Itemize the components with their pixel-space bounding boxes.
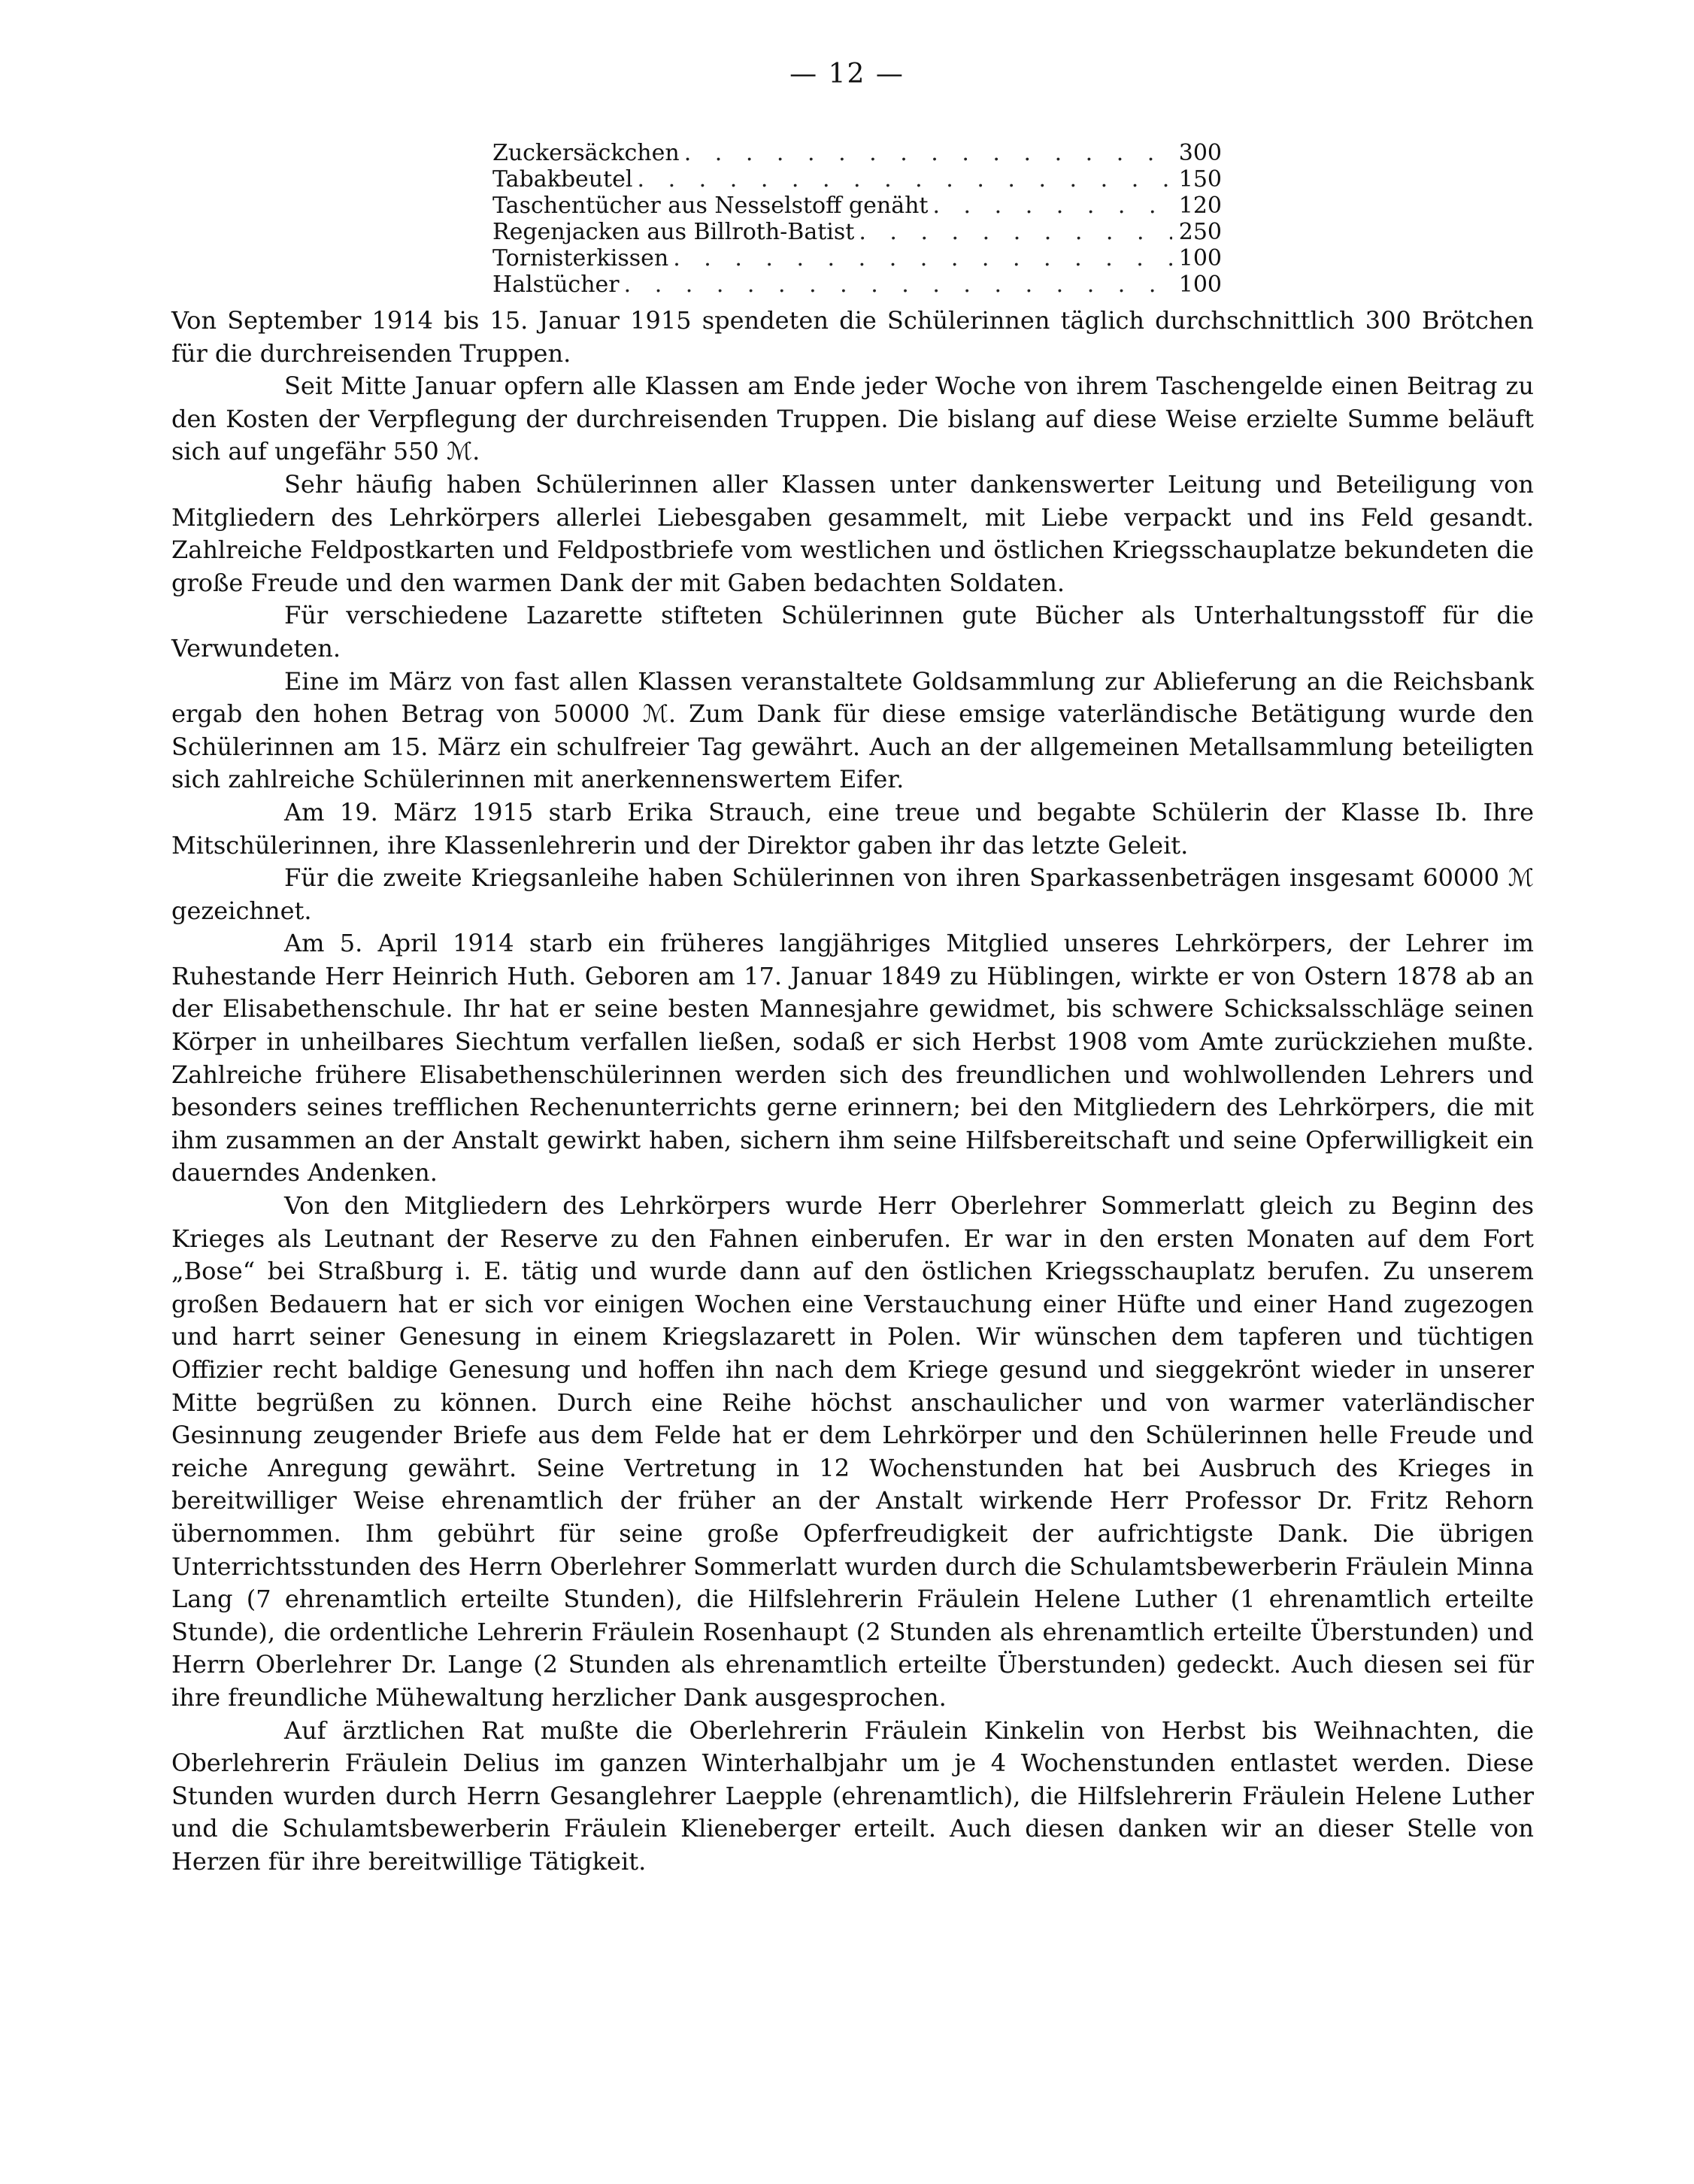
list-item-quantity: 100 [1178, 271, 1222, 298]
list-item-label: Taschentücher aus Nesselstoff genäht [492, 193, 929, 219]
paragraph-brotchen: Von September 1914 bis 15. Januar 1915 spendeten die Schülerinnen täglich durchschnittlich 300 Brötchen für die durchreisenden Truppen. [171, 306, 1534, 368]
list-item-quantity: 150 [1178, 166, 1222, 193]
list-item [492, 140, 1222, 166]
list-item [492, 245, 1222, 271]
paragraph-liebesgaben: Sehr häufig haben Schülerinnen aller Klassen unter dankenswerter Leitung und Beteiligung von Mitgliedern des Lehrkörpers allerlei Liebesgaben gesammelt, mit Liebe verpackt und ins Feld gesandt. Zahlreiche Feldpostkarten und Feldpostbriefe vom westlichen und östlichen Kriegsschauplatze bekundeten die große Freude und den warmen Dank der mit Gaben bedachten Soldaten. [171, 469, 1534, 597]
page-number: — 12 — [789, 59, 905, 89]
body-text [171, 305, 1534, 1879]
paragraph-sommerlatt: Von den Mitgliedern des Lehrkörpers wurde Herr Oberlehrer Sommerlatt gleich zu Beginn des Krieges als Leutnant der Reserve zu den Fahnen einberufen. Er war in den ersten Monaten auf dem Fort „Bose“ bei Straßburg i. E. tätig und wurde dann auf den östlichen Kriegsschauplatz berufen. Zu unserem großen Bedauern hat er sich vor einigen Wochen eine Verstauchung einer Hüfte und einer Hand zugezogen und harrt seiner Genesung in einem Kriegslazarett in Polen. Wir wünschen dem tapferen und tüchtigen Offizier recht baldige Genesung und hoffen ihn nach dem Kriege gesund und sieggekrönt wieder in unserer Mitte begrüßen zu können. Durch eine Reihe höchst anschaulicher und von warmer vaterländischer Gesinnung zeugender Briefe aus dem Felde hat er dem Lehrkörper und den Schülerinnen helle Freude und reiche Anregung gewährt. Seine Vertretung in 12 Wochenstunden hat bei Ausbruch des Krieges in bereitwilliger Weise ehrenamtlich der früher an der Anstalt wirkende Herr Professor Dr. Fritz Rehorn übernommen. Ihm gebührt für seine große Opferfreudigkeit der aufrichtigste Dank. Die übrigen Unterrichtsstunden des Herrn Oberlehrer Sommerlatt wurden durch die Schulamtsbewerberin Fräulein Minna Lang (7 ehrenamtlich erteilte Stunden), die Hilfslehrerin Fräulein Helene Luther (1 ehrenamtlich erteilte Stunde), die ordentliche Lehrerin Fräulein Rosenhaupt (2 Stunden als ehrenamtlich erteilte Überstunden) und Herrn Oberlehrer Dr. Lange (2 Stunden als ehrenamtlich erteilte Überstunden) gedeckt. Auch diesen sei für ihre freundliche Mühewaltung herzlicher Dank ausgesprochen. [171, 1191, 1534, 1712]
leader-dots [673, 245, 1172, 271]
list-item-label: Tabakbeutel [492, 166, 633, 193]
list-item-quantity: 100 [1178, 245, 1222, 271]
list-item-label: Tornisterkissen [492, 245, 669, 271]
list-item-label: Regenjacken aus Billroth-Batist [492, 219, 855, 245]
list-item [492, 166, 1222, 193]
list-item [492, 193, 1222, 219]
list-item-quantity: 250 [1178, 219, 1222, 245]
leader-dots [624, 271, 1172, 298]
list-item [492, 271, 1222, 298]
list-item-label: Halstücher [492, 271, 620, 298]
paragraph-lazarette: Für verschiedene Lazarette stifteten Schülerinnen gute Bücher als Unterhaltungsstoff für die Verwundeten. [171, 601, 1534, 663]
list-item-quantity: 300 [1178, 140, 1222, 166]
donation-list [492, 140, 1222, 298]
paragraph-taschengeld: Seit Mitte Januar opfern alle Klassen am Ende jeder Woche von ihrem Taschengelde einen Beitrag zu den Kosten der Verpflegung der durchreisenden Truppen. Die bislang auf diese Weise erzielte Summe beläuft sich auf ungefähr 550 ℳ. [171, 372, 1534, 466]
leader-dots [859, 219, 1172, 245]
paragraph-entlastung: Auf ärztlichen Rat mußte die Oberlehrerin Fräulein Kinkelin von Herbst bis Weihnachten, die Oberlehrerin Fräulein Delius im ganzen Winterhalbjahr um je 4 Wochenstunden entlastet werden. Diese Stunden wurden durch Herrn Gesanglehrer Laepple (ehrenamtlich), die Hilfslehrerin Fräulein Helene Luther und die Schulamtsbewerberin Fräulein Klieneberger erteilt. Auch diesen danken wir an dieser Stelle von Herzen für ihre bereitwillige Tätigkeit. [171, 1715, 1534, 1876]
leader-dots [932, 193, 1172, 219]
paragraph-erika-strauch: Am 19. März 1915 starb Erika Strauch, eine treue und begabte Schülerin der Klasse Ib. Ihre Mitschülerinnen, ihre Klassenlehrerin und der Direktor gaben ihr das letzte Geleit. [171, 797, 1534, 860]
leader-dots [638, 166, 1172, 193]
list-item-quantity: 120 [1178, 193, 1222, 219]
paragraph-heinrich-huth: Am 5. April 1914 starb ein früheres langjähriges Mitglied unseres Lehrkörpers, der Lehrer im Ruhestande Herr Heinrich Huth. Geboren am 17. Januar 1849 zu Hüblingen, wirkte er von Ostern 1878 ab an der Elisabethenschule. Ihr hat er seine besten Mannesjahre gewidmet, bis schwere Schicksalsschläge seinen Körper in unheilbares Siechtum verfallen ließen, sodaß er sich Herbst 1908 vom Amte zurückziehen mußte. Zahlreiche frühere Elisabethenschülerinnen werden sich des freundlichen und wohlwollenden Lehrers und besonders seines trefflichen Rechenunterrichts gerne erinnern; bei den Mitgliedern des Lehrkörpers, die mit ihm zusammen an der Anstalt gewirkt haben, sichern ihm seine Hilfsbereitschaft und seine Opferwilligkeit ein dauerndes Andenken. [171, 929, 1534, 1188]
list-item [492, 219, 1222, 245]
leader-dots [684, 140, 1172, 166]
paragraph-kriegsanleihe: Für die zweite Kriegsanleihe haben Schülerinnen von ihren Sparkassenbeträgen insgesamt 60000 ℳ gezeichnet. [171, 863, 1534, 925]
paragraph-goldsammlung: Eine im März von fast allen Klassen veranstaltete Goldsammlung zur Ablieferung an die Reichsbank ergab den hohen Betrag von 50000 ℳ. Zum Dank für diese emsige vaterländische Betätigung wurde den Schülerinnen am 15. März ein schulfreier Tag gewährt. Auch an der allgemeinen Metallsammlung beteiligten sich zahlreiche Schülerinnen mit anerkennenswertem Eifer. [171, 666, 1534, 794]
list-item-label: Zuckersäckchen [492, 140, 680, 166]
